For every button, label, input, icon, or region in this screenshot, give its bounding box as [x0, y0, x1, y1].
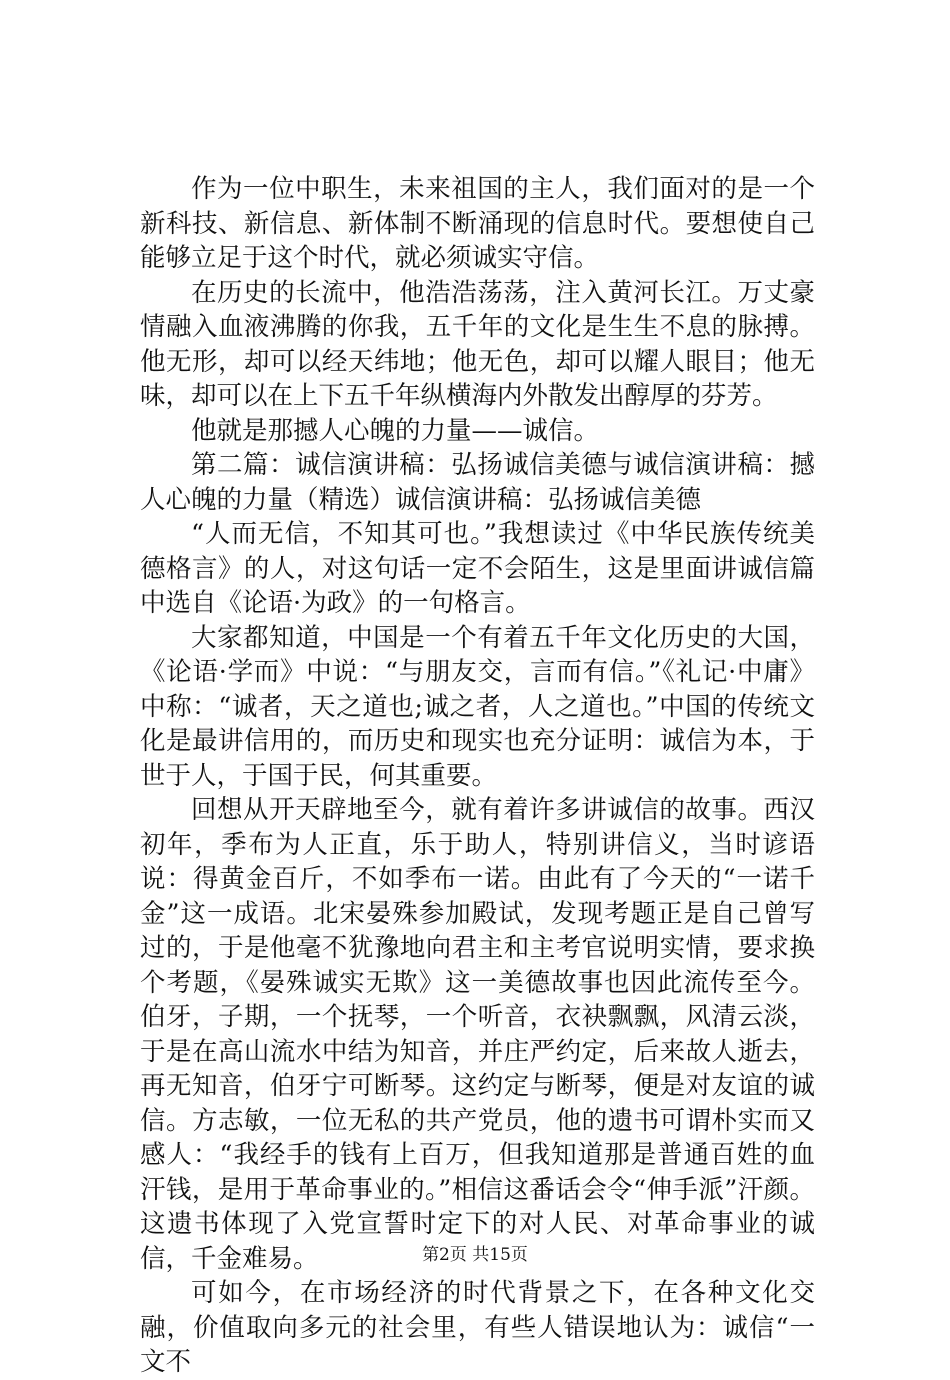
paragraph-1: 作为一位中职生，未来祖国的主人，我们面对的是一个新科技、新信息、新体制不断涌现的信息时代。要想使自己能够立足于这个时代，就必须诚实守信。: [140, 174, 815, 273]
section-heading: 第二篇：诚信演讲稿：弘扬诚信美德与诚信演讲稿：撼人心魄的力量（精选）诚信演讲稿：弘扬诚信美德: [140, 450, 815, 515]
paragraph-8: 可如今，在市场经济的时代背景之下，在各种文化交融，价值取向多元的社会里，有些人错误地认为：诚信“一文不: [140, 1278, 815, 1377]
paragraph-7: 回想从开天辟地至今，就有着许多讲诚信的故事。西汉初年，季布为人正直，乐于助人，特别讲信义，当时谚语说：得黄金百斤，不如季布一诺。由此有了今天的“一诺千金”这一成语。北宋晏殊参加殿试，发现考题正是自己曾写过的，于是他毫不犹豫地向君主和主考官说明实情，要求换个考题，《晏殊诚实无欺》这一美德故事也因此流传至今。伯牙，子期，一个抚琴，一个听音，衣袂飘飘，风清云淡，于是在高山流水中结为知音，并庄严约定，后来故人逝去，再无知音，伯牙宁可断琴。这约定与断琴，便是对友谊的诚信。方志敏，一位无私的共产党员，他的遗书可谓朴实而又感人：“我经手的钱有上百万，但我知道那是普通百姓的血汗钱，是用于革命事业的。”相信这番话会令“伸手派”汗颜。这遗书体现了入党宣誓时定下的对人民、对革命事业的诚信，千金难易。: [140, 795, 815, 1274]
paragraph-5: “人而无信，不知其可也。”我想读过《中华民族传统美德格言》的人，对这句话一定不会陌生，这是里面讲诚信篇中选自《论语·为政》的一句格言。: [140, 519, 815, 618]
paragraph-2: 在历史的长流中，他浩浩荡荡，注入黄河长江。万丈豪情融入血液沸腾的你我，五千年的文化是生生不息的脉搏。他无形，却可以经天纬地；他无色，却可以耀人眼目；他无味，却可以在上下五千年纵横海内外散发出醇厚的芬芳。: [140, 277, 815, 411]
paragraph-3: 他就是那撼人心魄的力量——诚信。: [191, 415, 600, 446]
paragraph-6: 大家都知道，中国是一个有着五千年文化历史的大国，《论语·学而》中说：“与朋友交，言而有信。”《礼记·中庸》中称：“诚者，天之道也;诚之者，人之道也。”中国的传统文化是最讲信用的，而历史和现实也充分证明：诚信为本，于世于人，于国于民，何其重要。: [140, 622, 815, 791]
document-body: [140, 172, 815, 1380]
page-number-footer: 第2页 共15页: [422, 1245, 528, 1265]
